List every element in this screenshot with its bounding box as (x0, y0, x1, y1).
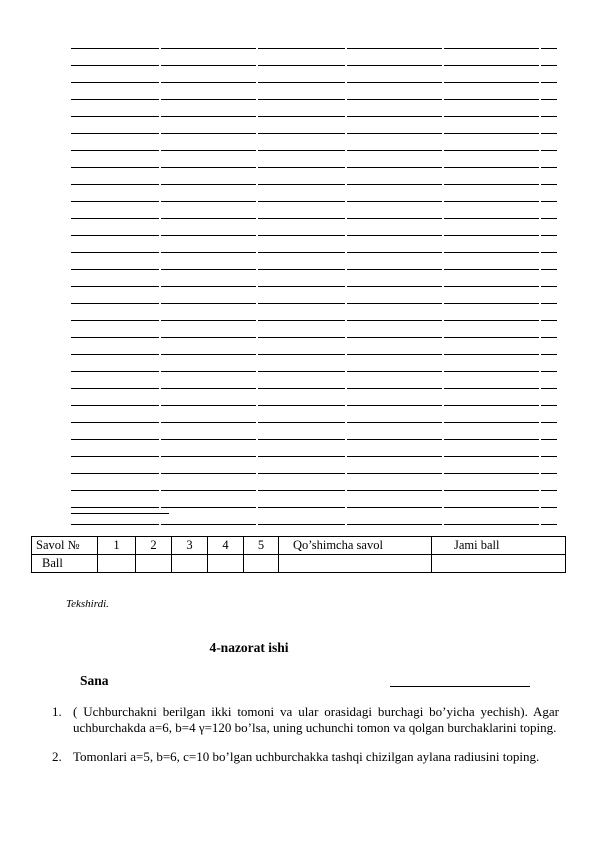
score-cell-5[interactable] (244, 555, 279, 573)
line-gap (442, 507, 444, 509)
line-gap (442, 473, 444, 475)
line-gap (345, 320, 347, 322)
line-gap (256, 524, 258, 526)
answer-line[interactable] (71, 167, 557, 184)
score-cell-3[interactable] (172, 555, 208, 573)
line-gap (256, 252, 258, 254)
answer-line[interactable] (71, 184, 557, 201)
line-gap (256, 473, 258, 475)
score-table (31, 536, 566, 573)
answer-line[interactable] (71, 456, 557, 473)
score-row-label: Ball (32, 555, 98, 573)
answer-line[interactable] (71, 286, 557, 303)
answer-line[interactable] (71, 439, 557, 456)
line-gap (539, 303, 541, 305)
line-gap (256, 303, 258, 305)
line-gap (159, 286, 161, 288)
answer-line[interactable] (71, 354, 557, 371)
line-gap (539, 65, 541, 67)
score-cell-total[interactable] (432, 555, 566, 573)
line-gap (442, 99, 444, 101)
line-gap (442, 150, 444, 152)
line-gap (345, 456, 347, 458)
line-gap (345, 82, 347, 84)
task-item (52, 749, 559, 765)
line-gap (442, 252, 444, 254)
line-gap (442, 133, 444, 135)
line-gap (159, 65, 161, 67)
line-gap (539, 252, 541, 254)
score-cell-4[interactable] (208, 555, 244, 573)
line-gap (256, 167, 258, 169)
line-gap (539, 371, 541, 373)
score-cell-1[interactable] (98, 555, 136, 573)
line-gap (442, 490, 444, 492)
line-gap (345, 48, 347, 50)
line-gap (345, 65, 347, 67)
answer-line[interactable] (71, 473, 557, 490)
line-gap (539, 167, 541, 169)
line-gap (159, 405, 161, 407)
line-gap (345, 286, 347, 288)
line-gap (345, 116, 347, 118)
line-gap (345, 218, 347, 220)
line-gap (159, 201, 161, 203)
line-gap (442, 388, 444, 390)
task-number: 1. (52, 704, 62, 719)
answer-line[interactable] (71, 48, 557, 65)
line-gap (345, 422, 347, 424)
line-gap (345, 371, 347, 373)
line-gap (256, 456, 258, 458)
answer-line[interactable] (71, 507, 557, 524)
line-gap (159, 167, 161, 169)
question-4-header: 4 (208, 537, 244, 555)
line-gap (539, 490, 541, 492)
line-gap (539, 269, 541, 271)
line-gap (256, 65, 258, 67)
line-gap (442, 48, 444, 50)
line-gap (345, 99, 347, 101)
line-gap (159, 422, 161, 424)
answer-line[interactable] (71, 490, 557, 507)
line-gap (442, 235, 444, 237)
answer-lines (71, 48, 557, 541)
line-gap (345, 354, 347, 356)
answer-line[interactable] (71, 405, 557, 422)
task-text: Tomonlari a=5, b=6, c=10 bo’lgan uchburchakka tashqi chizilgan aylana radiusini toping. (73, 749, 540, 764)
line-gap (442, 456, 444, 458)
line-gap (256, 320, 258, 322)
answer-line[interactable] (71, 269, 557, 286)
answer-line[interactable] (71, 99, 557, 116)
line-gap (442, 337, 444, 339)
answer-line[interactable] (71, 388, 557, 405)
line-gap (256, 405, 258, 407)
line-gap (345, 507, 347, 509)
line-gap (539, 507, 541, 509)
line-gap (256, 286, 258, 288)
line-gap (256, 133, 258, 135)
line-gap (442, 167, 444, 169)
line-gap (345, 133, 347, 135)
line-gap (345, 303, 347, 305)
answer-line[interactable] (71, 218, 557, 235)
short-answer-line (71, 513, 169, 514)
answer-line[interactable] (71, 133, 557, 150)
line-gap (159, 456, 161, 458)
line-gap (159, 235, 161, 237)
line-gap (539, 235, 541, 237)
answer-line[interactable] (71, 320, 557, 337)
question-2-header: 2 (136, 537, 172, 555)
line-gap (159, 371, 161, 373)
checked-by-label: Tekshirdi. (66, 598, 109, 610)
line-gap (539, 524, 541, 526)
line-gap (256, 48, 258, 50)
answer-line[interactable] (71, 150, 557, 167)
line-gap (256, 354, 258, 356)
line-gap (159, 218, 161, 220)
line-gap (159, 252, 161, 254)
score-cell-2[interactable] (136, 555, 172, 573)
line-gap (539, 99, 541, 101)
line-gap (159, 82, 161, 84)
line-gap (159, 150, 161, 152)
line-gap (256, 184, 258, 186)
line-gap (442, 439, 444, 441)
answer-line[interactable] (71, 235, 557, 252)
line-gap (539, 320, 541, 322)
line-gap (539, 116, 541, 118)
line-gap (159, 184, 161, 186)
task-list (52, 704, 559, 778)
line-gap (159, 116, 161, 118)
line-gap (442, 116, 444, 118)
line-gap (256, 439, 258, 441)
line-gap (159, 337, 161, 339)
extra-question-header: Qo’shimcha savol (279, 537, 432, 555)
line-gap (539, 218, 541, 220)
line-gap (159, 490, 161, 492)
line-gap (345, 524, 347, 526)
signature-line[interactable] (390, 686, 530, 687)
line-gap (539, 354, 541, 356)
line-gap (345, 405, 347, 407)
line-gap (539, 422, 541, 424)
line-gap (256, 150, 258, 152)
line-gap (159, 48, 161, 50)
line-gap (442, 269, 444, 271)
line-gap (442, 286, 444, 288)
line-gap (442, 320, 444, 322)
line-gap (442, 184, 444, 186)
answer-line[interactable] (71, 303, 557, 320)
line-gap (256, 235, 258, 237)
line-gap (539, 456, 541, 458)
line-gap (442, 201, 444, 203)
date-label: Sana (80, 673, 109, 688)
task-text: ( Uchburchakni berilgan ikki tomoni va ular orasidagi burchagi bo’yicha yechish). Agar uchburchakda a=6, b=4 γ=120 bo’lsa, uning uchunchi tomon va qolgan burchaklarini toping. (73, 704, 559, 735)
line-gap (539, 439, 541, 441)
line-gap (539, 133, 541, 135)
line-gap (442, 303, 444, 305)
line-gap (159, 320, 161, 322)
line-gap (256, 371, 258, 373)
score-table-header-row (32, 537, 566, 555)
line-gap (442, 65, 444, 67)
page-title: 4-nazorat ishi (209, 640, 289, 655)
line-gap (539, 184, 541, 186)
line-gap (345, 388, 347, 390)
line-gap (256, 116, 258, 118)
line-gap (159, 524, 161, 526)
line-gap (159, 439, 161, 441)
line-gap (159, 99, 161, 101)
answer-line[interactable] (71, 65, 557, 82)
line-gap (539, 150, 541, 152)
line-gap (256, 490, 258, 492)
line-gap (539, 473, 541, 475)
question-number-label: Savol № (32, 537, 98, 555)
line-gap (345, 337, 347, 339)
answer-line[interactable] (71, 116, 557, 133)
line-gap (159, 473, 161, 475)
line-gap (159, 303, 161, 305)
line-gap (256, 218, 258, 220)
line-gap (345, 235, 347, 237)
line-gap (256, 337, 258, 339)
line-gap (256, 422, 258, 424)
line-gap (539, 48, 541, 50)
line-gap (345, 252, 347, 254)
answer-line[interactable] (71, 201, 557, 218)
line-gap (159, 388, 161, 390)
line-gap (442, 524, 444, 526)
line-gap (442, 218, 444, 220)
answer-line[interactable] (71, 337, 557, 354)
line-gap (345, 150, 347, 152)
line-gap (256, 201, 258, 203)
line-gap (345, 269, 347, 271)
line-gap (442, 422, 444, 424)
line-gap (159, 354, 161, 356)
line-gap (539, 201, 541, 203)
line-gap (256, 388, 258, 390)
line-gap (159, 507, 161, 509)
line-gap (345, 167, 347, 169)
line-gap (256, 82, 258, 84)
line-gap (256, 507, 258, 509)
line-gap (345, 490, 347, 492)
line-gap (345, 439, 347, 441)
task-item (52, 704, 559, 736)
score-table-score-row (32, 555, 566, 573)
total-score-header: Jami ball (432, 537, 566, 555)
score-cell-extra[interactable] (279, 555, 432, 573)
question-3-header: 3 (172, 537, 208, 555)
line-gap (159, 133, 161, 135)
line-gap (345, 473, 347, 475)
task-number: 2. (52, 749, 62, 764)
line-gap (345, 201, 347, 203)
line-gap (442, 405, 444, 407)
line-gap (539, 337, 541, 339)
answer-line[interactable] (71, 82, 557, 99)
line-gap (256, 269, 258, 271)
question-1-header: 1 (98, 537, 136, 555)
question-5-header: 5 (244, 537, 279, 555)
line-gap (539, 405, 541, 407)
line-gap (442, 82, 444, 84)
line-gap (345, 184, 347, 186)
answer-line[interactable] (71, 371, 557, 388)
line-gap (539, 286, 541, 288)
line-gap (159, 269, 161, 271)
line-gap (539, 388, 541, 390)
line-gap (539, 82, 541, 84)
line-gap (442, 371, 444, 373)
line-gap (256, 99, 258, 101)
line-gap (442, 354, 444, 356)
answer-line[interactable] (71, 422, 557, 439)
answer-line[interactable] (71, 252, 557, 269)
